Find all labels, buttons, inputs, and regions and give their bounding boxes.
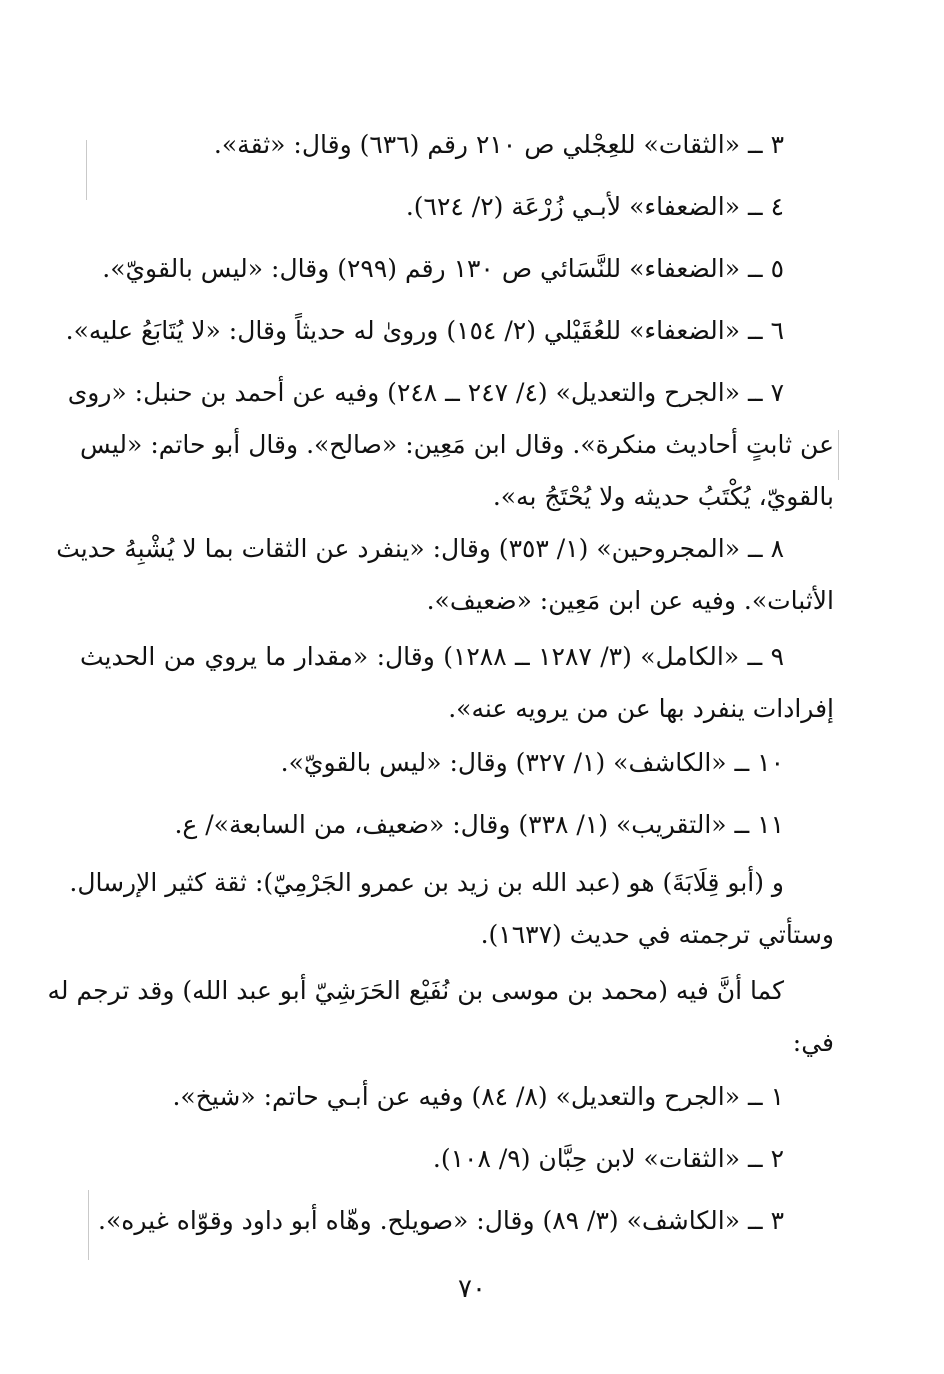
text-line: ٨ ــ «المجروحين» (١/ ٣٥٣) وقال: «ينفرد عن الثقات بما لا يُشْبِهُ حديث [56, 534, 784, 563]
text-line: كما أنَّ فيه (محمد بن موسى بن نُفَيْع الحَرَشِيّ أبو عبد الله) وقد ترجم له [47, 976, 784, 1005]
text-line: ١ ــ «الجرح والتعديل» (٨/ ٨٤) وفيه عن أبـي حاتم: «شيخ». [172, 1082, 784, 1111]
text-line: ٦ ــ «الضعفاء» للعُقَيْلي (٢/ ١٥٤) وروىٰ له حديثاً وقال: «لا يُتَابَعُ عليه». [65, 316, 784, 345]
text-line: ١١ ــ «التقريب» (١/ ٣٣٨) وقال: «ضعيف، من السابعة»/ ع. [174, 810, 784, 839]
scan-edge-mark-right [838, 430, 839, 480]
text-line: في: [792, 1028, 834, 1057]
text-line: ٣ ــ «الكاشف» (٣/ ٨٩) وقال: «صويلح. وهّاه أبو داود وقوّاه غيره». [98, 1206, 784, 1235]
text-line: ٥ ــ «الضعفاء» للنَّسَائي ص ١٣٠ رقم (٢٩٩) وقال: «ليس بالقويّ». [102, 254, 784, 283]
text-line: الأثبات». وفيه عن ابن مَعِين: «ضعيف». [426, 586, 834, 615]
text-line: ١٠ ــ «الكاشف» (١/ ٣٢٧) وقال: «ليس بالقويّ». [280, 748, 784, 777]
text-line: ٢ ــ «الثقات» لابن حِبَّان (٩/ ١٠٨). [432, 1144, 784, 1173]
text-line: ٧ ــ «الجرح والتعديل» (٤/ ٢٤٧ ــ ٢٤٨) وفيه عن أحمد بن حنبل: «روى [67, 378, 784, 407]
text-line: و (أبو قِلَابَةَ) هو (عبد الله بن زيد بن عمرو الجَرْمِيّ): ثقة كثير الإرسال. [69, 868, 784, 897]
scan-edge-mark-left [86, 140, 87, 200]
text-line: ٣ ــ «الثقات» للعِجْلي ص ٢١٠ رقم (٦٣٦) وقال: «ثقة». [213, 130, 784, 159]
text-line: ٤ ــ «الضعفاء» لأبـي زُرْعَة (٢/ ٦٢٤). [405, 192, 784, 221]
page-number: ٧٠ [458, 1274, 486, 1304]
text-line: وستأتي ترجمته في حديث (١٦٣٧). [480, 920, 834, 949]
text-line: ٩ ــ «الكامل» (٣/ ١٢٨٧ ــ ١٢٨٨) وقال: «مقدار ما يروي من الحديث [80, 642, 784, 671]
text-line: بالقويّ، يُكْتَبُ حديثه ولا يُحْتَجُ به». [492, 482, 834, 511]
scan-edge-mark-left-lower [88, 1190, 89, 1260]
text-line: إفرادات ينفرد بها عن من يرويه عنه». [448, 694, 834, 723]
text-line: عن ثابتٍ أحاديث منكرة». وقال ابن مَعِين: «صالح». وقال أبو حاتم: «ليس [80, 430, 834, 459]
